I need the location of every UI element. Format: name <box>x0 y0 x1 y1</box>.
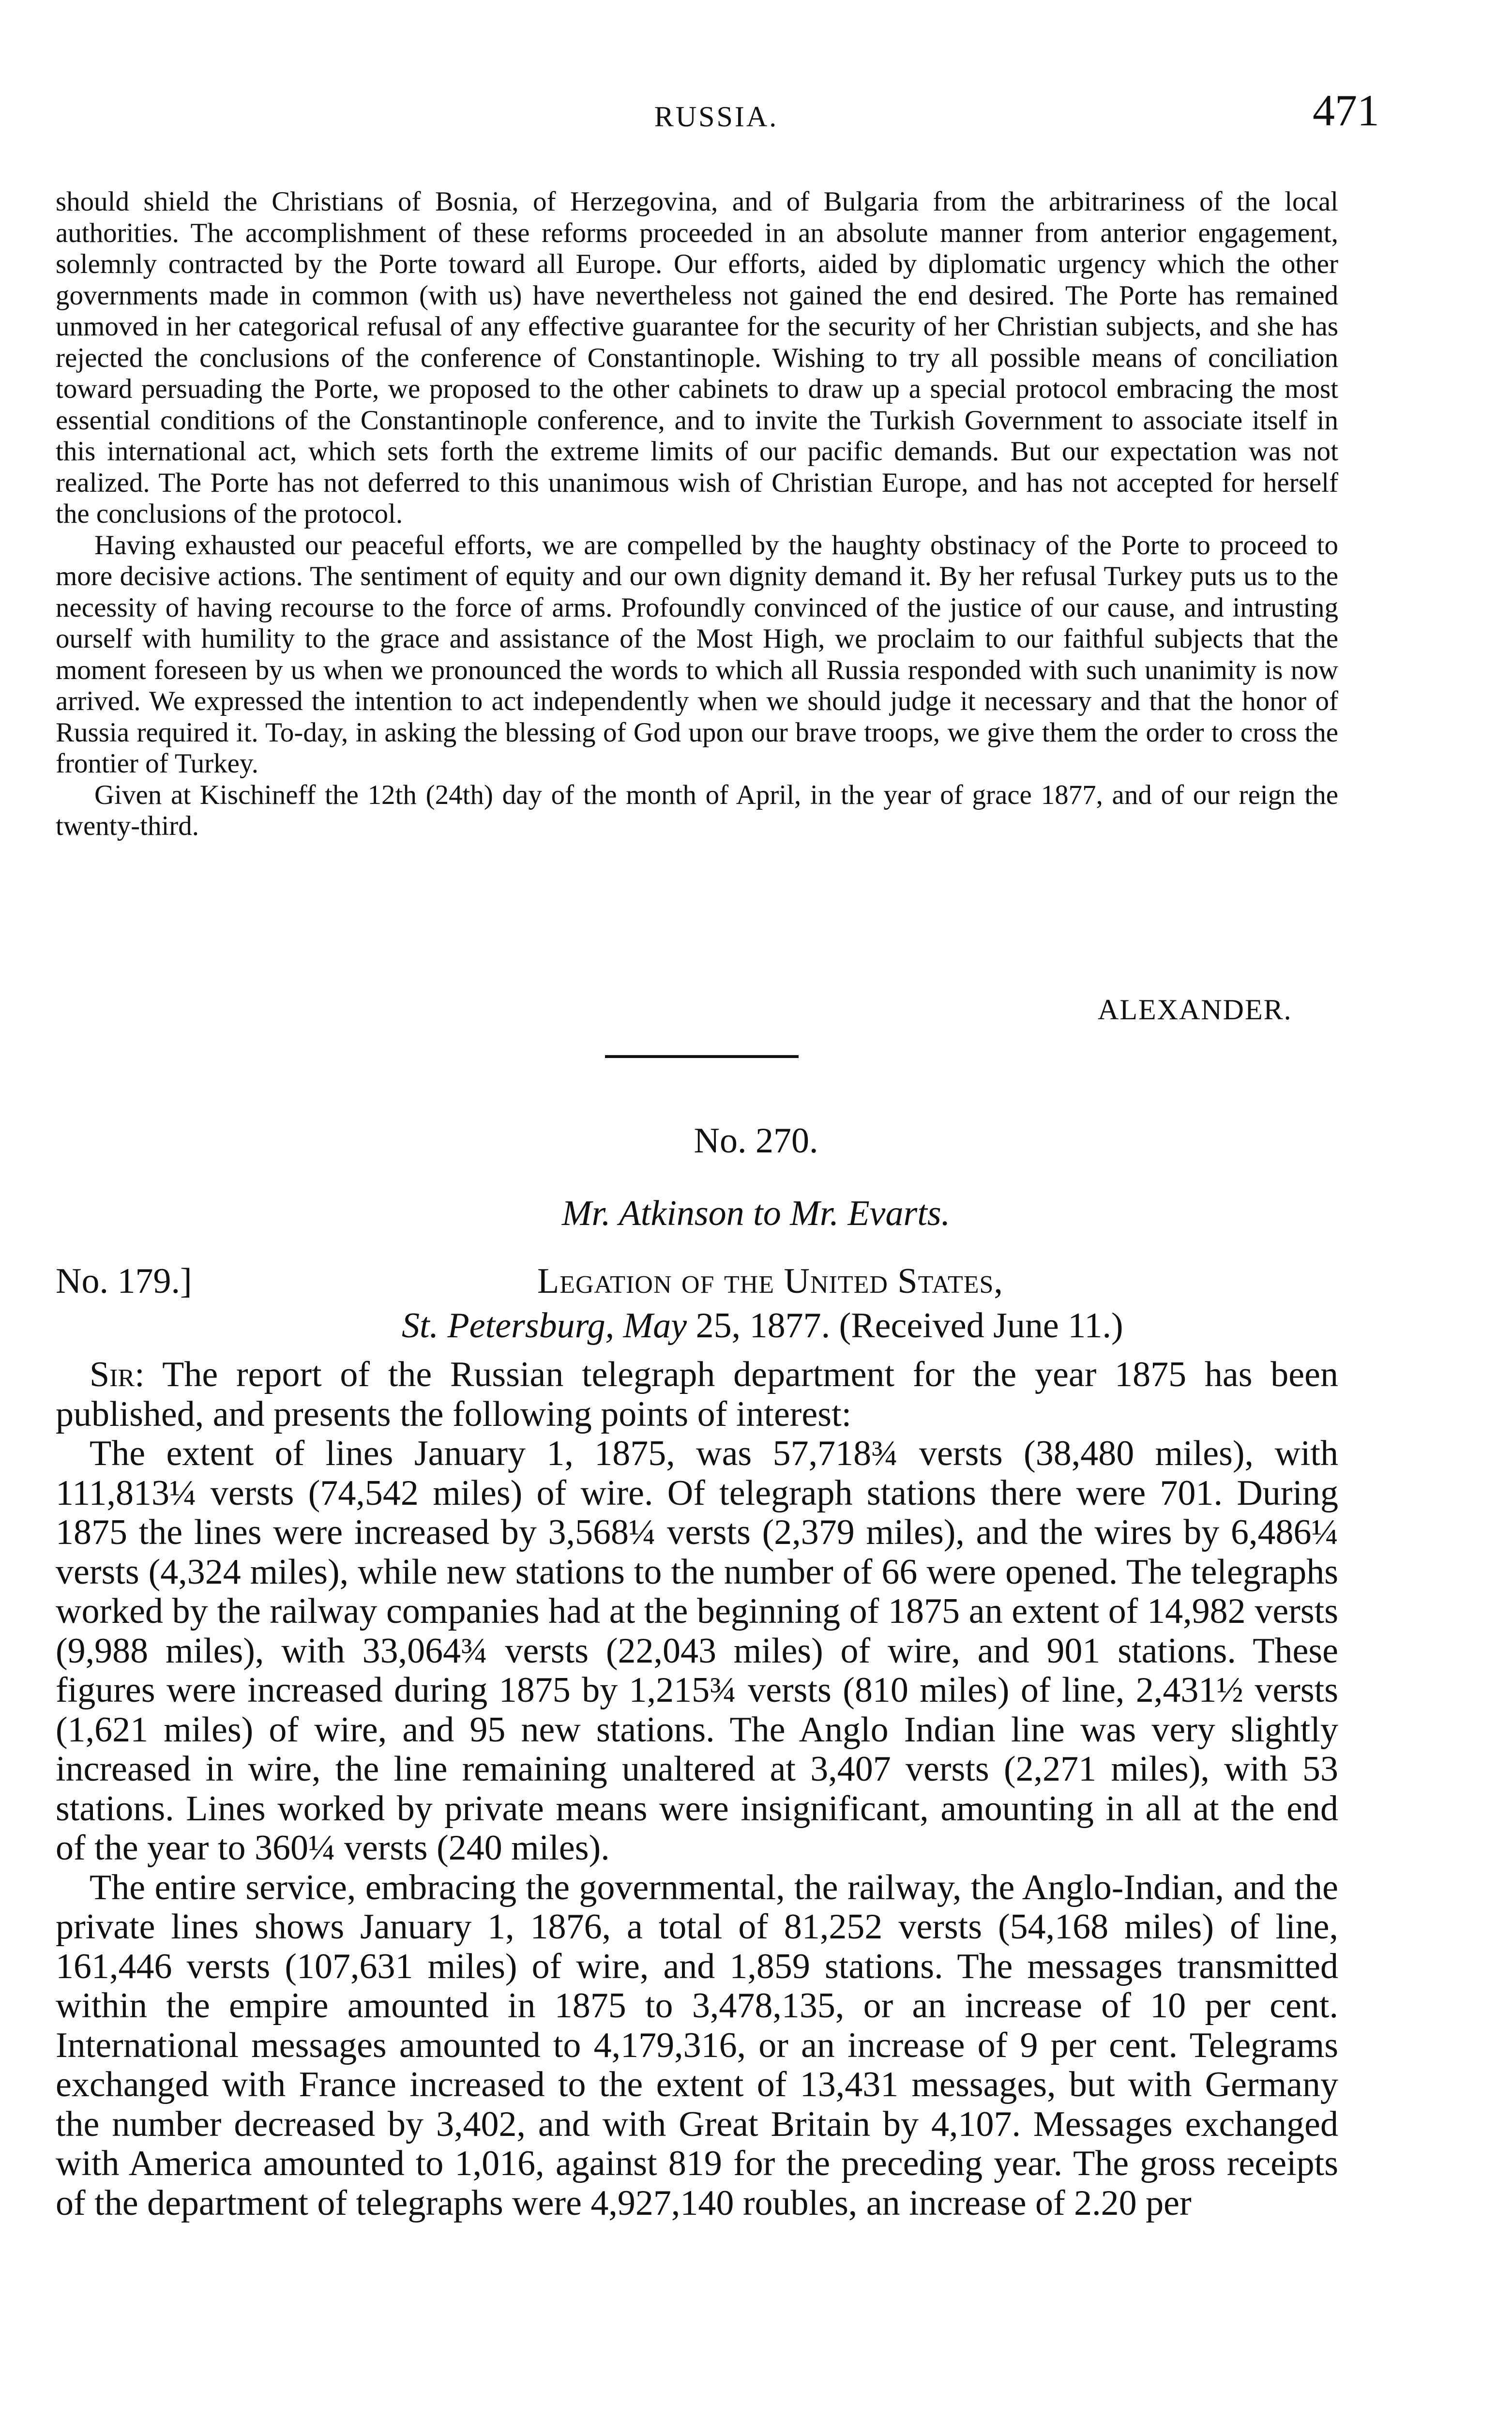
document-number: No. 270. <box>694 1121 818 1161</box>
manifesto-paragraph: should shield the Christians of Bosnia, of Herzegovina, and of Bulgaria from the arbitrariness of the local authorities. The accomplishment of these reforms proceeded in an absolute manner from anterior engagement, solemnly contracted by the Porte toward all Europe. Our efforts, aided by diplomatic urgency which the other governments made in common (with us) have nevertheless not gained the end desired. The Porte has remained unmoved in her categorical refusal of any effective guarantee for the security of her Christian subjects, and she has rejected the conclusions of the conference of Constantinople. Wishing to try all possible means of conciliation toward persuading the Porte, we proposed to the other cabinets to draw up a special protocol embracing the most essential conditions of the Constantinople conference, and to invite the Turkish Government to associate itself in this international act, which sets forth the extreme limits of our pacific demands. But our expectation was not realized. The Porte has not deferred to this unanimous wish of Christian Europe, and has not accepted for herself the conclusions of the protocol. <box>56 186 1338 529</box>
letter-text <box>56 1355 1338 2223</box>
page-number: 471 <box>1313 86 1379 135</box>
correspondents-heading: Mr. Atkinson to Mr. Evarts. <box>561 1194 951 1233</box>
section-divider <box>605 1055 799 1058</box>
dateline <box>402 1305 1123 1346</box>
manifesto-text <box>56 186 1338 842</box>
despatch-number: No. 179.] <box>56 1261 192 1301</box>
signature: ALEXANDER. <box>1098 994 1292 1026</box>
letter-paragraph <box>56 1355 1338 1434</box>
dateline-date: 25, 1877. (Received June 11.) <box>687 1306 1123 1346</box>
letter-opening: : The report of the Russian telegraph department for the year 1875 has been published, and presents the following points of interest: <box>56 1355 1338 1434</box>
letter-paragraph: The extent of lines January 1, 1875, was 57,718¾ versts (38,480 miles), with 111,813¼ versts (74,542 miles) of wire. Of telegraph stations there were 701. During 1875 the lines were increased by 3,568¼ versts (2,379 miles), and the wires by 6,486¼ versts (4,324 miles), while new stations to the number of 66 were opened. The telegraphs worked by the railway companies had at the beginning of 1875 an extent of 14,982 versts (9,988 miles), with 33,064¾ versts (22,043 miles) of wire, and 901 stations. These figures were increased during 1875 by 1,215¾ versts (810 miles) of line, 2,431½ versts (1,621 miles) of wire, and 95 new stations. The Anglo Indian line was very slightly increased in wire, the line remaining unaltered at 3,407 versts (2,271 miles), with 53 stations. Lines worked by private means were insignificant, amounting in all at the end of the year to 360¼ versts (240 miles). <box>56 1434 1338 1868</box>
manifesto-paragraph: Given at Kischineff the 12th (24th) day of the month of April, in the year of grace 1877, and of our reign the twenty-third. <box>56 779 1338 841</box>
manifesto-paragraph: Having exhausted our peaceful efforts, we are compelled by the haughty obstinacy of the Porte to proceed to more decisive actions. The sentiment of equity and our own dignity demand it. By her refusal Turkey puts us to the necessity of having recourse to the force of arms. Profoundly convinced of the justice of our cause, and intrusting ourself with humility to the grace and assistance of the Most High, we proclaim to our faithful subjects that the moment foreseen by us when we pronounced the words to which all Russia responded with such unanimity is now arrived. We expressed the intention to act independently when we should judge it necessary and that the honor of Russia required it. To-day, in asking the blessing of God upon our brave troops, we give them the order to cross the frontier of Turkey. <box>56 529 1338 779</box>
page-header <box>53 85 1379 138</box>
legation-heading: Legation of the United States, <box>537 1261 1003 1301</box>
letter-paragraph: The entire service, embracing the governmental, the railway, the Anglo-Indian, and the private lines shows January 1, 1876, a total of 81,252 versts (54,168 miles) of line, 161,446 versts (107,631 miles) of wire, and 1,859 stations. The messages transmitted within the empire amounted in 1875 to 3,478,135, or an increase of 10 per cent. International messages amounted to 4,179,316, or an increase of 9 per cent. Telegrams exchanged with France increased to the extent of 13,431 messages, but with Germany the number decreased by 3,402, and with Great Britain by 4,107. Messages exchanged with America amounted to 1,016, against 819 for the preceding year. The gross receipts of the department of telegraphs were 4,927,140 roubles, an increase of 2.20 per <box>56 1867 1338 2223</box>
running-head: RUSSIA. <box>654 101 779 133</box>
salutation: Sir <box>90 1355 135 1394</box>
dateline-place: St. Petersburg, May <box>402 1306 687 1346</box>
